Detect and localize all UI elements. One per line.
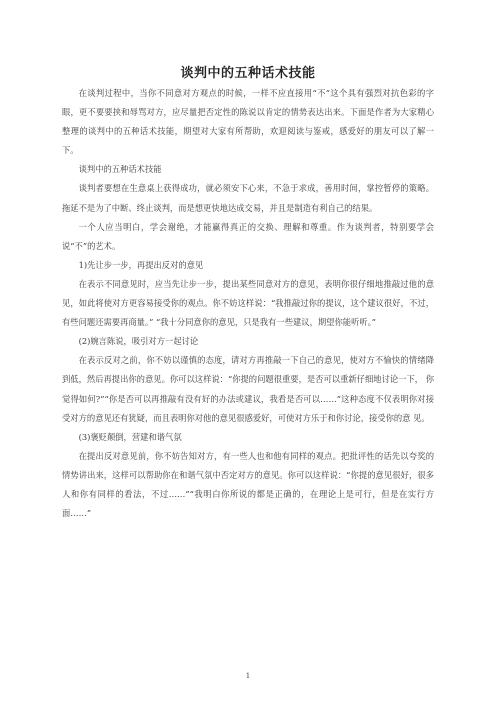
subheading-2: (2)婉言陈说，吸引对方一起讨论 [78, 336, 199, 347]
page-number: 1 [245, 672, 251, 680]
section-heading: 谈判中的五种话术技能 [78, 164, 162, 175]
document-body [62, 84, 434, 523]
subheading-3: (3)褒贬颠倒，营建和谐气氛 [78, 431, 182, 442]
subheading-1: 1)先让步一步，再提出反对的意见 [78, 259, 204, 270]
paragraph-2: 在表示反对之前，你不妨以谨慎的态度，请对方再推敲一下自己的意见，使对方不愉快的情绪降到低，然后再提出你的意见。你可以这样说：“你提的问题很重要，是否可以重新仔细地讨论一下， 你觉得如何?”“你是否可以再推敲有没有好的办法或建议，我看是否可以……”这种态度不仅表明你对接受对方的意见还有犹疑，而且表明你对他的意见很感爱好，可使对方乐于和你讨论，接受你的意 见。 [62, 355, 434, 423]
paragraph-1: 在表示不同意见时，应当先让步一步，提出某些同意对方的意见，表明你很仔细地推敲过他的意见，如此将使对方更容易接受你的观点。你不妨这样说：“我推敲过你的提议，这个建议很好，不过， 有些问题还需要再商量。” “我十分同意你的意见，只是我有一些建议，期望你能听听。” [62, 278, 434, 328]
paragraph-intro: 在谈判过程中，当你不同意对方观点的时候，一样不应直接用“不”这个具有强烈对抗色彩的字眼，更不要要挟和辱骂对方，应尽量把否定性的陈说以肯定的情势表达出来。下面是作者为大家精心整理的谈判中的五种话术技能，期望对大家有所帮助，欢迎阅读与鉴戒，感爱好的朋友可以了解一下。 [62, 88, 434, 156]
page-title: 谈判中的五种话术技能 [180, 66, 316, 81]
paragraph-3: 在提出反对意见前，你不妨告知对方，有一些人也和他有同样的观点。把批评性的话先以夸奖的情势讲出来，这样可以帮助你在和谐气氛中否定对方的意见。你可以这样说：“你提的意见很好，很多 人和你有同样的看法，不过……”“我明白你所说的都是正确的，在理论上是可行，但是在实行方面……” [62, 450, 434, 519]
paragraph-say-no: 一个人应当明白，学会谢绝，才能赢得真正的交换、理解和尊重。作为谈判者，特别要学会说“不”的艺术。 [62, 221, 434, 251]
paragraph-delay-strategy: 谈判者要想在生意桌上获得成功，就必须安下心来，不急于求成，善用时间，掌控暂停的策略。拖延不是为了中断、终止谈判，而是想更快地达成交易，并且是制造有利自己的结果。 [62, 183, 434, 213]
